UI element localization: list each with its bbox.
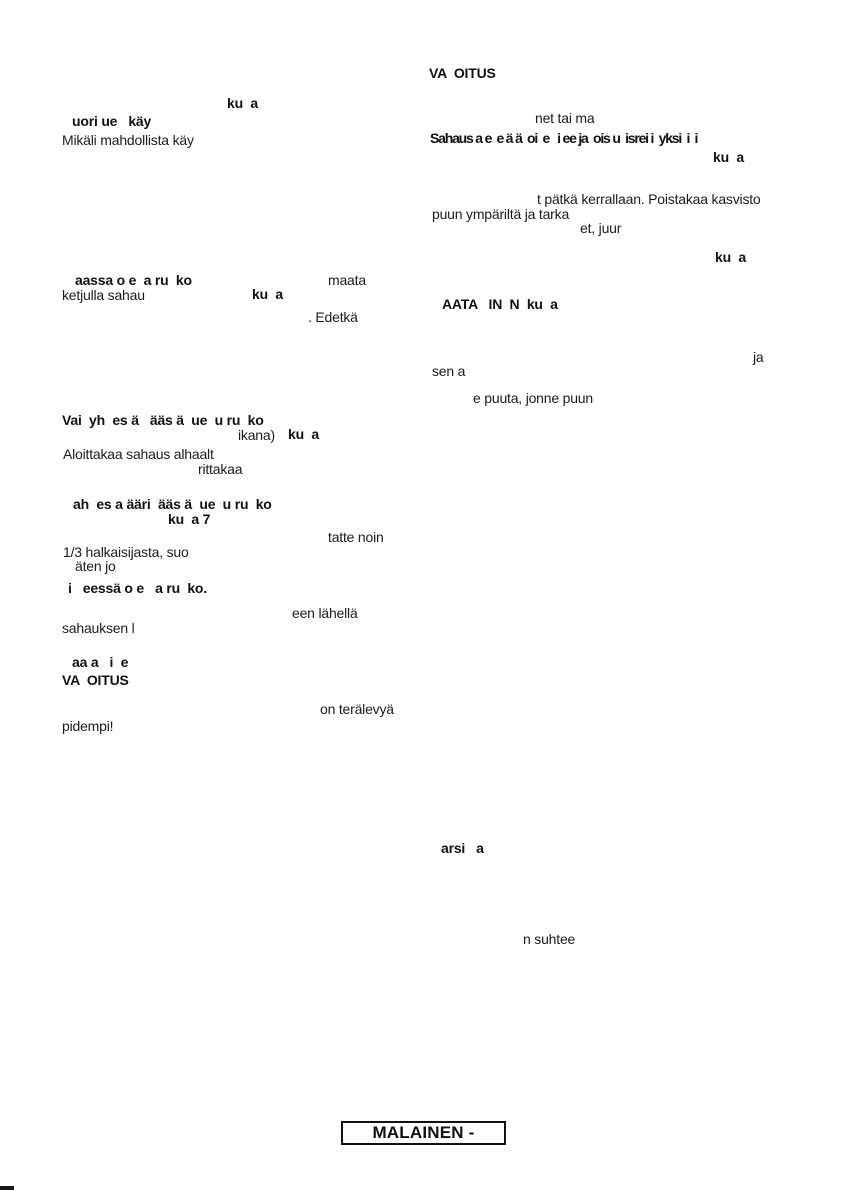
left-body-tatte-noin: tatte noin <box>328 529 384 545</box>
left-kuva-ref-1: ku a <box>227 95 258 111</box>
left-body-sahauksen: sahauksen l <box>62 620 135 636</box>
left-body-edetka: . Edetkä <box>308 309 358 325</box>
left-body-aten-jo: äten jo <box>75 558 116 574</box>
left-body-maata: maata <box>328 272 366 288</box>
left-body-pidempi: pidempi! <box>62 718 114 734</box>
left-body-aloittakaa: Aloittakaa sahaus alhaalt <box>63 446 214 462</box>
left-heading-tuettu-runko: Vai yh es ä ääs ä ue u ru ko <box>62 412 264 428</box>
footer-model-label: MALAINEN - <box>372 1123 475 1142</box>
left-kuva-ref-2: ku a <box>252 286 283 302</box>
right-body-patka: t pätkä kerrallaan. Poistakaa kasvisto <box>537 191 761 207</box>
right-heading-kaataminen: AATA IN N ku a <box>442 296 558 312</box>
right-body-sen-a: sen a <box>432 363 466 379</box>
right-heading-varoitus: VA OITUS <box>429 65 496 81</box>
left-body-on-teralevya: on terälevyä <box>320 701 394 717</box>
left-heading-katkaisu: aassa o e a ru ko <box>75 272 192 288</box>
right-body-et-juur: et, juur <box>580 220 622 236</box>
right-body-puun-ymparilta: puun ympäriltä ja tarka <box>432 206 570 222</box>
left-kuva-ref-7: ku a 7 <box>168 511 211 527</box>
right-kuva-ref-1: ku a <box>713 149 744 165</box>
right-kuva-ref-2: ku a <box>715 249 746 265</box>
left-kuva-ref-3: ku a <box>288 426 319 442</box>
right-heading-sahaus: Sahaus a e e ä ä oi e i ee ja ois u isrei i yksi i i <box>430 130 698 146</box>
left-heading-varoitus: VA OITUS <box>62 672 129 688</box>
left-heading-molemmista: ah es a ääri ääs ä ue u ru ko <box>73 496 272 512</box>
left-body-line-1: Mikäli mahdollista käy <box>62 132 194 148</box>
footer-model-box <box>341 1121 506 1145</box>
right-body-e-puuta: e puuta, jonne puun <box>473 390 593 406</box>
left-heading-rinteessa: i eessä o e a ru ko. <box>68 580 207 596</box>
left-heading-karsiminen: uori ue käy <box>72 113 152 129</box>
left-body-ikana: ikana) <box>238 427 275 443</box>
scan-artifact-speck <box>0 1186 14 1190</box>
left-body-rittakaa: rittakaa <box>198 461 243 477</box>
right-body-ja: ja <box>753 349 764 365</box>
right-heading-karsinta: arsi a <box>441 840 484 856</box>
left-heading-kaatuile: aa a i e <box>72 654 129 670</box>
right-body-net-tai-ma: net tai ma <box>535 110 595 126</box>
right-body-n-suhtee: n suhtee <box>523 931 576 947</box>
left-body-halkaisijasta: 1/3 halkaisijasta, suo <box>63 544 189 560</box>
left-body-ketjulla: ketjulla sahau <box>62 287 145 303</box>
left-body-een-lahella: een lähellä <box>292 605 358 621</box>
